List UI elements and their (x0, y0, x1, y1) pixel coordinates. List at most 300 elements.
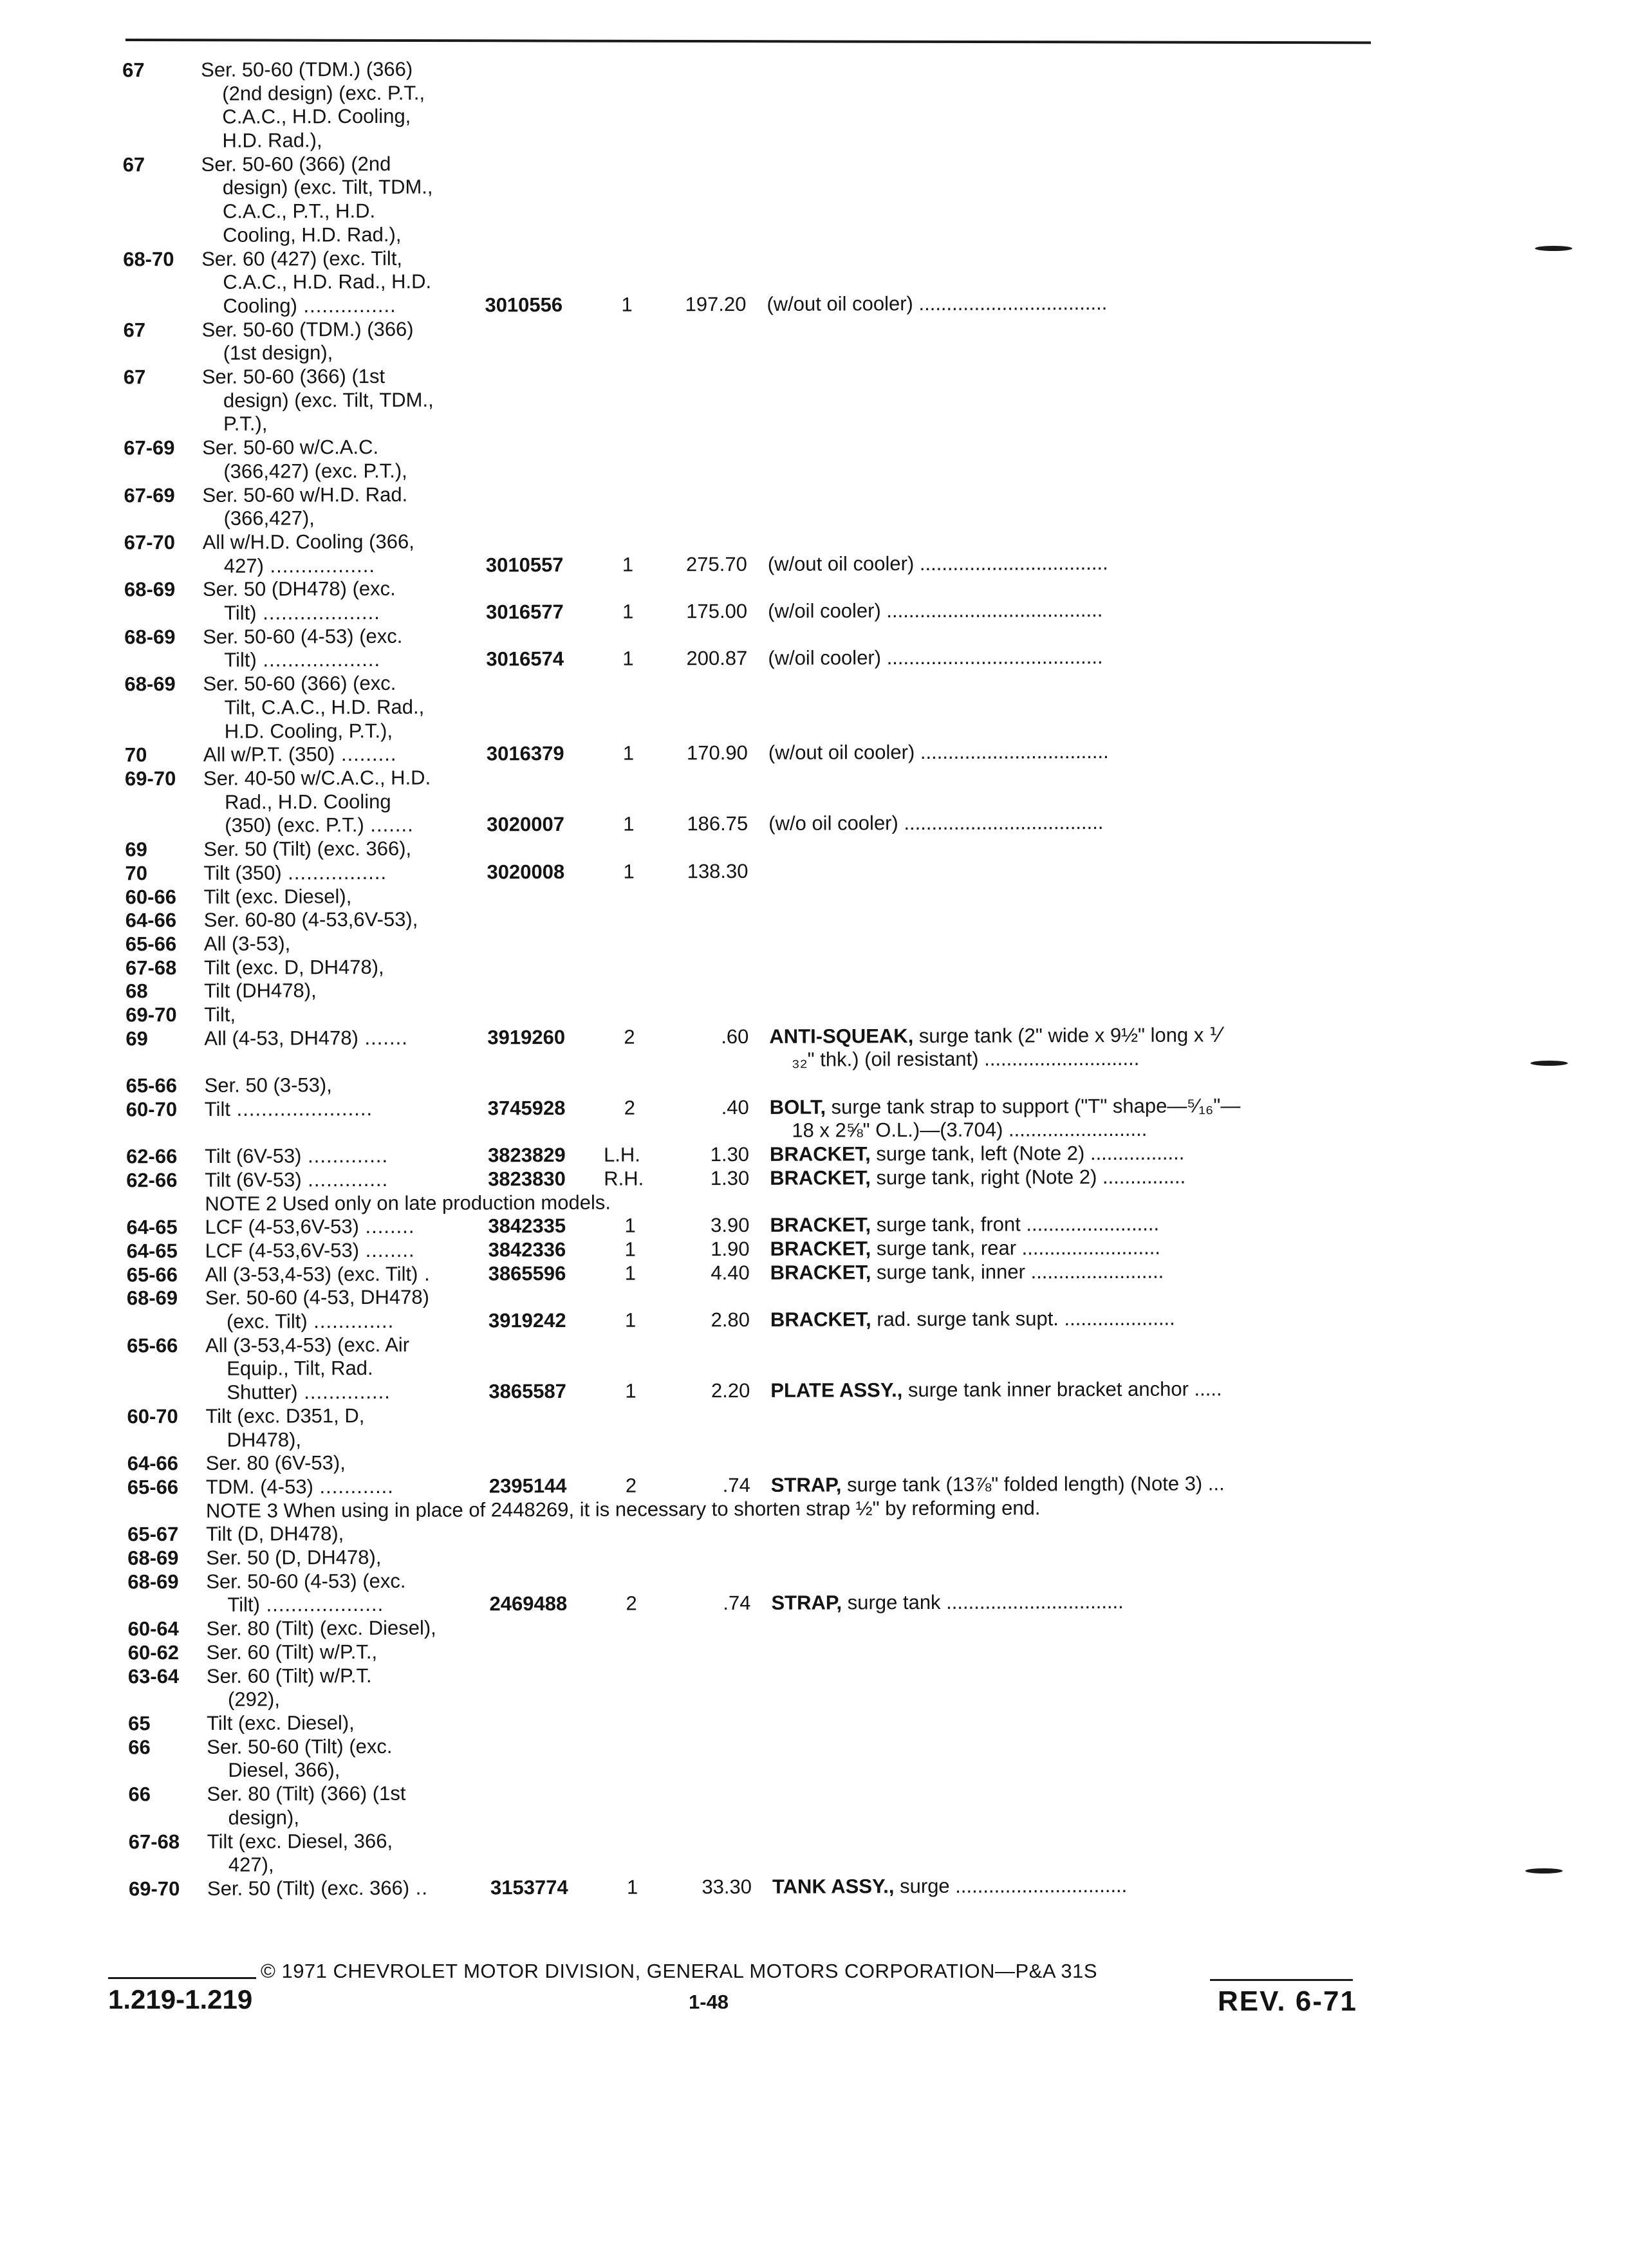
description-text: Ser. 50-60 (366) (1st (202, 365, 385, 388)
description-text: Ser. 60 (Tilt) w/P.T., (207, 1641, 377, 1664)
application-description (203, 837, 411, 862)
part-number: 3919242 (488, 1309, 566, 1333)
model-years: 62-66 (126, 1145, 177, 1169)
description-text: Tilt (D, DH478), (206, 1523, 344, 1546)
price: 186.75 (687, 812, 748, 836)
description-text: design), (228, 1806, 299, 1828)
model-years: 65-66 (126, 1074, 177, 1098)
parts-entry (129, 1826, 1364, 1877)
application-description (227, 1593, 384, 1617)
model-years: 68-69 (124, 626, 175, 649)
model-years: 67-70 (124, 531, 175, 555)
part-name (770, 1236, 1160, 1261)
application-description (206, 1570, 405, 1594)
leader-dots: ............. (302, 1168, 389, 1191)
application-description (227, 1428, 302, 1452)
description-text: 427), (228, 1854, 274, 1876)
application-description (206, 1523, 344, 1547)
parts-entry (122, 55, 1359, 153)
quantity: 1 (624, 1238, 635, 1262)
application-description (206, 1475, 394, 1500)
description-text: (366,427) (exc. P.T.), (223, 460, 407, 483)
model-years: 60-64 (128, 1617, 179, 1641)
application-description (207, 1711, 355, 1736)
part-name-bold: BRACKET, (770, 1214, 871, 1237)
quantity: 1 (625, 1309, 636, 1333)
description-text: design) (exc. Tilt, TDM., (223, 388, 434, 411)
description-text: Tilt, C.A.C., H.D. Rad., (225, 696, 425, 719)
leader-dots: ........ (359, 1239, 415, 1261)
part-detail: (w/oil cooler) ....................................... (768, 646, 1102, 670)
description-text: Tilt (exc. D351, D, (205, 1404, 364, 1427)
model-years: 69-70 (126, 1003, 176, 1027)
part-number: 3153774 (490, 1876, 568, 1900)
description-text: P.T.), (223, 413, 267, 435)
quantity: 1 (623, 813, 634, 837)
copyright-notice: © 1971 CHEVROLET MOTOR DIVISION, GENERAL MOTORS CORPORATION—P&A 31S (261, 1960, 1097, 1983)
part-name (770, 1213, 1159, 1238)
leader-dots: . (418, 1262, 430, 1285)
description-text: All (3-53,4-53) (exc. Air (205, 1334, 409, 1357)
description-text: LCF (4-53,6V-53) (205, 1215, 359, 1238)
application-description (204, 885, 352, 909)
leader-dots: ............ (313, 1475, 394, 1498)
part-name (770, 1142, 1184, 1167)
part-number: 3919260 (487, 1026, 565, 1050)
model-years: 69-70 (125, 767, 176, 791)
description-text: Ser. 50-60 (TDM.) (366) (201, 317, 413, 340)
description-text: Ser. 50 (Tilt) (exc. 366), (203, 837, 411, 860)
application-description (222, 105, 411, 129)
application-description (204, 980, 317, 1003)
description-text: All w/H.D. Cooling (366, (203, 530, 414, 553)
application-description (202, 483, 407, 507)
part-number: 3016574 (486, 647, 564, 671)
description-text: Ser. 50 (D, DH478), (206, 1546, 381, 1569)
part-number: 3020007 (487, 813, 564, 837)
description-text: Ser. 40-50 w/C.A.C., H.D. (203, 767, 431, 790)
application-description (205, 1097, 373, 1122)
part-name-bold: STRAP, (771, 1473, 842, 1496)
application-description (228, 1688, 280, 1712)
footer-rule (108, 1977, 256, 1979)
description-text: Tilt (DH478), (204, 980, 317, 1003)
part-name (771, 1590, 1123, 1615)
application-description (204, 1026, 408, 1050)
description-text: Diesel, 366), (228, 1759, 340, 1782)
model-years: 66 (128, 1736, 151, 1760)
price: .40 (721, 1096, 749, 1120)
part-name-bold: BRACKET, (770, 1166, 871, 1189)
price: 138.30 (687, 860, 748, 884)
model-years: 67-69 (124, 484, 174, 508)
application-description (205, 1262, 431, 1287)
price: 1.30 (711, 1143, 749, 1167)
parts-entry (124, 362, 1359, 437)
part-detail: surge tank strap to support ("T" shape—⁵⁄₁₆"— (832, 1094, 1241, 1118)
application-description (205, 1144, 388, 1169)
model-years: 65 (128, 1712, 151, 1736)
footnote: NOTE 2 Used only on late production models. (205, 1191, 611, 1216)
model-years: 67 (124, 366, 146, 389)
model-years: 68-69 (124, 578, 175, 602)
application-description (204, 1003, 236, 1027)
application-description (203, 530, 414, 555)
part-detail: 18 x 2⅝" O.L.)—(3.704) ......................... (770, 1118, 1148, 1142)
parts-entry (124, 432, 1359, 484)
model-years: 69 (126, 1027, 148, 1051)
description-text: Tilt (exc. Diesel), (207, 1711, 355, 1734)
model-years: 60-70 (127, 1405, 178, 1429)
part-name-bold: TANK ASSY., (772, 1875, 895, 1898)
part-name (771, 1472, 1225, 1497)
application-description (203, 743, 397, 767)
price: 275.70 (686, 553, 747, 577)
part-detail: (w/out oil cooler) .................................. (768, 552, 1108, 575)
model-years: 60-62 (128, 1641, 179, 1665)
price: 197.20 (685, 293, 747, 317)
description-text: Rad., H.D. Cooling (225, 790, 391, 813)
parts-entry (127, 1401, 1362, 1453)
description-text: Tilt (205, 1098, 230, 1120)
parts-entry (128, 1660, 1364, 1712)
leader-dots: ....... (364, 813, 414, 836)
model-years: 64-66 (127, 1452, 178, 1476)
model-years: 64-65 (126, 1216, 177, 1240)
description-text: Tilt) (227, 1594, 260, 1616)
price: 2.80 (711, 1308, 750, 1332)
application-description (223, 176, 433, 200)
parts-entry (128, 1779, 1364, 1830)
description-text: H.D. Rad.), (222, 129, 322, 152)
parts-entry (124, 621, 1360, 673)
application-description (227, 1310, 394, 1334)
model-years: 65-66 (127, 1334, 178, 1358)
description-text: Ser. 50-60 (4-53) (exc. (206, 1570, 405, 1593)
quantity: 2 (626, 1474, 637, 1498)
part-detail: surge tank, rear ......................... (877, 1236, 1160, 1260)
quantity: 1 (621, 293, 632, 317)
description-text: Ser. 60 (Tilt) w/P.T. (207, 1664, 372, 1687)
application-description (225, 790, 391, 815)
leader-dots: ............... (297, 294, 396, 317)
quantity: 1 (623, 742, 634, 766)
part-detail: surge tank ................................ (848, 1590, 1124, 1613)
application-description (206, 1451, 346, 1475)
description-text: Ser. 50-60 (TDM.) (366) (201, 58, 413, 81)
parts-entry (127, 1566, 1363, 1617)
application-description (225, 719, 393, 743)
model-years: 63-64 (128, 1665, 179, 1689)
description-text: C.A.C., H.D. Rad., H.D. (223, 270, 431, 293)
application-description (227, 1380, 391, 1405)
quantity: 2 (626, 1592, 637, 1616)
part-name (770, 1259, 1164, 1285)
part-detail: ₃₂" thk.) (oil resistant) ............................ (769, 1047, 1139, 1071)
part-name-bold: ANTI-SQUEAK, (769, 1025, 913, 1048)
application-description (228, 1759, 340, 1783)
parts-entry (124, 479, 1359, 531)
application-description (206, 1546, 381, 1570)
application-description (204, 908, 418, 933)
description-text: All (3-53), (204, 932, 290, 954)
application-description (223, 388, 434, 413)
application-description (223, 460, 407, 484)
description-text: (2nd design) (exc. P.T., (222, 81, 425, 104)
model-years: 68-69 (127, 1570, 178, 1594)
application-description (224, 648, 380, 673)
quantity: 1 (622, 647, 633, 671)
part-number: 3010557 (486, 553, 564, 577)
model-years: 65-66 (127, 1476, 178, 1500)
part-detail: (w/out oil cooler) .................................. (768, 740, 1109, 764)
leader-dots: ................... (257, 648, 380, 671)
parts-entry (128, 1731, 1364, 1783)
margin-mark (1525, 1868, 1563, 1873)
parts-entry (125, 763, 1361, 839)
part-name (768, 646, 1102, 671)
application-description (224, 601, 380, 626)
application-description (207, 1617, 436, 1641)
model-years: 60-66 (126, 886, 176, 909)
application-description (225, 696, 425, 720)
price: 2.20 (711, 1379, 750, 1403)
parts-entry (123, 149, 1359, 247)
part-number: 3016379 (487, 742, 564, 766)
quantity: L.H. (604, 1144, 640, 1167)
price: 33.30 (702, 1875, 752, 1899)
part-name (768, 740, 1109, 765)
part-detail: surge tank (13⅞" folded length) (Note 3) ... (847, 1472, 1225, 1496)
parts-entry (126, 1093, 1362, 1145)
description-text: Ser. 80 (6V-53), (206, 1451, 346, 1474)
part-number: 3865596 (488, 1262, 566, 1286)
part-name (769, 1023, 1220, 1048)
description-text: DH478), (227, 1428, 302, 1451)
part-number: 3016577 (486, 600, 564, 624)
application-description (222, 81, 425, 106)
part-number: 3020008 (487, 860, 564, 884)
model-years: 68-69 (124, 673, 175, 696)
model-years: 64-66 (126, 909, 176, 933)
application-description (205, 1404, 364, 1429)
application-description (205, 1286, 429, 1310)
description-text: C.A.C., P.T., H.D. (223, 200, 375, 223)
description-text: Tilt (6V-53) (205, 1145, 302, 1168)
part-name (770, 1118, 1148, 1143)
model-years: 66 (128, 1783, 151, 1807)
part-name (768, 811, 1103, 836)
quantity: 1 (625, 1380, 636, 1404)
price: 170.90 (687, 741, 748, 765)
model-years: 69-70 (129, 1877, 180, 1901)
description-text: Equip., Tilt, Rad. (227, 1357, 373, 1380)
part-number: 3010556 (485, 293, 562, 317)
description-text: Tilt (exc. Diesel, 366, (207, 1829, 393, 1852)
parts-entry (127, 1330, 1362, 1405)
parts-entry (126, 1023, 1361, 1074)
leader-dots: ................... (257, 601, 380, 624)
description-text: Ser. 80 (Tilt) (exc. Diesel), (207, 1617, 436, 1640)
quantity: 1 (627, 1875, 638, 1899)
description-text: (1st design), (223, 342, 333, 365)
description-text: (exc. Tilt) (227, 1310, 308, 1332)
model-years: 67 (122, 59, 145, 82)
price: 3.90 (711, 1214, 749, 1238)
part-detail: (w/out oil cooler) .................................. (767, 292, 1107, 315)
part-detail: (w/oil cooler) ....................................... (768, 599, 1102, 622)
quantity: 2 (624, 1096, 635, 1120)
description-text: Shutter) (227, 1381, 297, 1404)
leader-dots: ....... (358, 1026, 408, 1048)
description-text: (366,427), (224, 507, 315, 530)
model-years: 67-69 (124, 436, 174, 460)
price: .60 (721, 1025, 748, 1049)
leader-dots: ................ (282, 861, 387, 884)
description-text: Ser. 50-60 (366) (exc. (203, 672, 396, 695)
application-description (205, 1074, 332, 1097)
description-text: H.D. Cooling, P.T.), (225, 719, 393, 742)
model-years: 65-66 (127, 1263, 178, 1287)
parts-entry (129, 1873, 1364, 1901)
part-detail: surge tank, front ........................ (877, 1213, 1159, 1236)
leader-dots: ................... (260, 1593, 384, 1616)
parts-entry (124, 527, 1360, 579)
model-years: 67 (123, 153, 145, 177)
model-years: 65-66 (126, 933, 176, 956)
part-name (770, 1165, 1185, 1190)
description-text: Ser. 50-60 w/C.A.C. (202, 436, 378, 459)
quantity: 1 (623, 860, 634, 884)
part-name (769, 1047, 1139, 1072)
application-description (228, 1806, 299, 1830)
application-description (225, 813, 414, 838)
application-description (223, 223, 402, 248)
description-text: TDM. (4-53) (206, 1475, 313, 1498)
part-name (768, 599, 1102, 624)
application-description (203, 861, 387, 886)
revision-label: REV. 6-71 (1218, 1985, 1357, 2018)
part-number: 3842336 (488, 1238, 566, 1262)
application-description (202, 365, 385, 389)
footer-rule (1210, 1979, 1353, 1981)
description-text: Ser. 50 (3-53), (205, 1074, 332, 1097)
description-text: design) (exc. Tilt, TDM., (223, 176, 433, 199)
price: 4.40 (711, 1261, 749, 1285)
application-description (223, 294, 396, 319)
model-years: 67-68 (126, 956, 176, 980)
part-name-bold: BRACKET, (770, 1308, 871, 1331)
application-description (201, 246, 402, 271)
part-name-bold: BOLT, (770, 1095, 826, 1118)
leader-dots: ...................... (230, 1097, 373, 1120)
quantity: 1 (622, 553, 633, 577)
description-text: (292), (228, 1688, 280, 1711)
application-description (201, 58, 413, 82)
description-text: Ser. 80 (Tilt) (366) (1st (207, 1782, 405, 1805)
application-description (201, 317, 413, 342)
part-number: 3842335 (488, 1214, 566, 1238)
part-name (767, 292, 1107, 317)
part-number: 2469488 (489, 1592, 567, 1616)
part-number: 3823830 (488, 1167, 566, 1191)
parts-entry (123, 314, 1359, 366)
application-description (223, 413, 267, 436)
description-text: Tilt (exc. D, DH478), (204, 956, 384, 979)
description-text: Tilt (6V-53) (205, 1168, 302, 1191)
application-description (207, 1735, 392, 1760)
application-description (227, 1357, 373, 1380)
part-name (768, 552, 1108, 577)
part-detail: surge tank (2" wide x 9½" long x ⅟ (919, 1023, 1221, 1047)
application-description (207, 1829, 393, 1854)
application-description (228, 1854, 274, 1877)
model-years: 65-67 (127, 1523, 178, 1547)
quantity: R.H. (604, 1167, 644, 1191)
description-text: Ser. 50-60 (Tilt) (exc. (207, 1735, 392, 1758)
part-name-bold: BRACKET, (770, 1142, 871, 1166)
description-text: Tilt, (204, 1003, 236, 1026)
page-number: 1-48 (689, 1991, 729, 2014)
description-text: All (4-53, DH478) (204, 1027, 358, 1050)
parts-entry (127, 1283, 1362, 1334)
leader-dots: .............. (298, 1380, 391, 1404)
part-number: 2395144 (489, 1474, 567, 1498)
description-text: Ser. 50-60 w/H.D. Rad. (202, 483, 407, 506)
application-description (207, 1782, 405, 1807)
description-text: Ser. 50-60 (366) (2nd (201, 153, 391, 176)
part-detail: surge ............................... (900, 1874, 1127, 1897)
part-detail: surge tank, right (Note 2) ............... (876, 1165, 1185, 1189)
part-detail: surge tank, left (Note 2) ................. (876, 1142, 1184, 1166)
description-text: C.A.C., H.D. Cooling, (222, 105, 411, 128)
model-years: 68 (126, 980, 148, 1004)
application-description (205, 1215, 414, 1240)
part-detail: surge tank inner bracket anchor ..... (908, 1378, 1222, 1402)
application-description (203, 577, 396, 602)
application-description (207, 1664, 372, 1689)
part-number: 3823829 (488, 1144, 566, 1167)
leader-dots: .. (409, 1877, 428, 1899)
model-years: 62-66 (126, 1169, 177, 1193)
description-text: All w/P.T. (350) (203, 743, 335, 766)
part-detail: rad. surge tank supt. .................... (877, 1307, 1175, 1331)
part-name-bold: STRAP, (771, 1592, 842, 1614)
application-description (203, 767, 431, 791)
leader-dots: ......... (335, 743, 396, 765)
part-name (770, 1378, 1222, 1403)
parts-entry (123, 243, 1359, 319)
description-text: Tilt (350) (203, 861, 281, 884)
model-years: 64-65 (126, 1240, 177, 1263)
leader-dots: ............. (301, 1144, 388, 1167)
part-name (770, 1307, 1175, 1332)
description-text: Ser. 60 (427) (exc. Tilt, (201, 246, 402, 270)
model-years: 68-69 (127, 1547, 178, 1570)
application-description (224, 554, 375, 579)
price: .74 (723, 1474, 750, 1498)
application-description (207, 1877, 428, 1901)
leader-dots: ........ (359, 1215, 415, 1238)
model-years: 69 (125, 838, 147, 862)
model-years: 67 (123, 319, 145, 342)
quantity: 1 (622, 600, 633, 624)
model-years: 68-70 (123, 248, 174, 272)
application-description (203, 625, 402, 649)
application-description (223, 200, 375, 224)
price: 1.90 (711, 1238, 749, 1261)
application-description (222, 129, 322, 153)
